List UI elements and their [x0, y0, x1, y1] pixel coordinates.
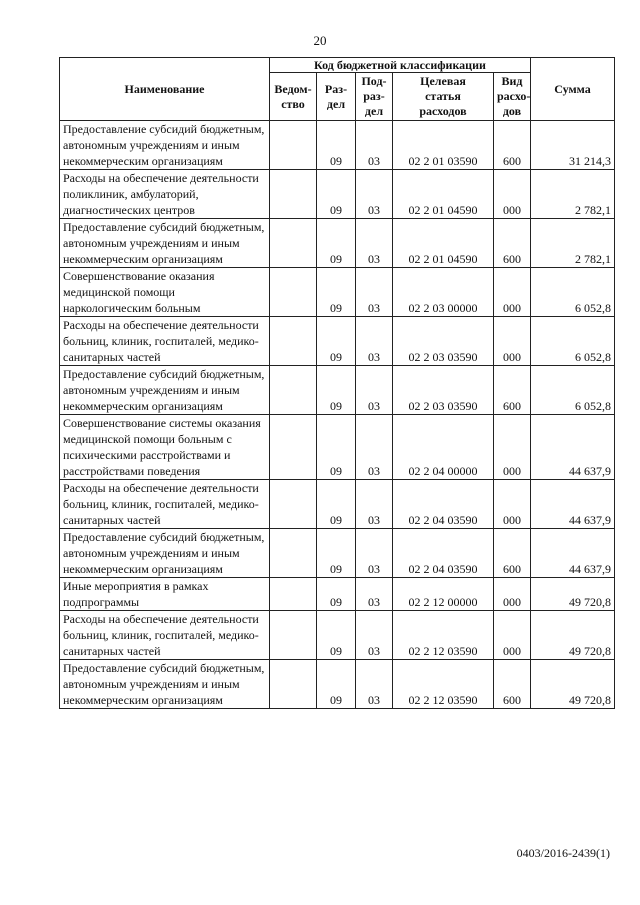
row-vedomstvo	[270, 219, 317, 268]
row-name: Расходы на обеспечение деятельности поликлиник, амбулаторий, диагностических центров	[60, 170, 270, 219]
row-tselevaya: 02 2 01 03590	[393, 121, 494, 170]
row-vid: 000	[494, 268, 531, 317]
header-razdel-text: Раз- дел	[324, 81, 348, 111]
row-tselevaya: 02 2 04 03590	[393, 529, 494, 578]
header-code-group: Код бюджетной классификации	[270, 58, 531, 73]
row-vid: 000	[494, 480, 531, 529]
document-code: 0403/2016-2439(1)	[516, 846, 610, 860]
row-vedomstvo	[270, 529, 317, 578]
row-name: Расходы на обеспечение деятельности больниц, клиник, госпиталей, медико-санитарных частей	[60, 317, 270, 366]
row-name: Предоставление субсидий бюджетным, автономным учреждениям и иным некоммерческим организациям	[60, 660, 270, 709]
table-row	[60, 219, 615, 268]
row-razdel: 09	[317, 268, 356, 317]
row-name: Предоставление субсидий бюджетным, автономным учреждениям и иным некоммерческим организациям	[60, 366, 270, 415]
row-podrazdel: 03	[356, 660, 393, 709]
header-vedomstvo-text: Ведом- ство	[274, 81, 312, 111]
row-tselevaya: 02 2 04 00000	[393, 415, 494, 480]
row-vedomstvo	[270, 578, 317, 611]
row-razdel: 09	[317, 660, 356, 709]
row-vid: 000	[494, 578, 531, 611]
header-summa: Сумма	[531, 58, 615, 121]
row-podrazdel: 03	[356, 170, 393, 219]
row-vedomstvo	[270, 170, 317, 219]
table-row	[60, 170, 615, 219]
table-row	[60, 611, 615, 660]
row-razdel: 09	[317, 480, 356, 529]
row-summa: 6 052,8	[531, 317, 615, 366]
table-row	[60, 317, 615, 366]
row-vid: 000	[494, 611, 531, 660]
table-row	[60, 268, 615, 317]
row-summa: 2 782,1	[531, 170, 615, 219]
table-row	[60, 578, 615, 611]
row-podrazdel: 03	[356, 529, 393, 578]
row-tselevaya: 02 2 03 00000	[393, 268, 494, 317]
row-name: Совершенствование оказания медицинской помощи наркологическим больным	[60, 268, 270, 317]
table-row	[60, 480, 615, 529]
row-summa: 6 052,8	[531, 366, 615, 415]
row-vid: 000	[494, 415, 531, 480]
row-summa: 49 720,8	[531, 660, 615, 709]
row-razdel: 09	[317, 529, 356, 578]
row-name: Предоставление субсидий бюджетным, автономным учреждениям и иным некоммерческим организациям	[60, 121, 270, 170]
row-razdel: 09	[317, 611, 356, 660]
row-summa: 44 637,9	[531, 415, 615, 480]
row-tselevaya: 02 2 03 03590	[393, 366, 494, 415]
header-vedomstvo	[270, 73, 317, 121]
row-podrazdel: 03	[356, 611, 393, 660]
row-podrazdel: 03	[356, 121, 393, 170]
row-razdel: 09	[317, 121, 356, 170]
table-body	[60, 121, 615, 709]
row-vedomstvo	[270, 660, 317, 709]
row-razdel: 09	[317, 366, 356, 415]
row-podrazdel: 03	[356, 415, 393, 480]
header-name: Наименование	[60, 58, 270, 121]
header-vid	[494, 73, 531, 121]
row-vid: 600	[494, 660, 531, 709]
row-summa: 31 214,3	[531, 121, 615, 170]
header-podrazdel	[356, 73, 393, 121]
row-vedomstvo	[270, 268, 317, 317]
row-razdel: 09	[317, 415, 356, 480]
row-name: Совершенствование системы оказания медицинской помощи больным с психическими расстройствами и расстройствами поведения	[60, 415, 270, 480]
header-tselevaya-text: Целевая статья расходов	[419, 74, 467, 118]
row-name: Иные мероприятия в рамках подпрограммы	[60, 578, 270, 611]
row-vid: 600	[494, 529, 531, 578]
page-number: 20	[313, 33, 327, 48]
row-vid: 600	[494, 366, 531, 415]
table-row	[60, 121, 615, 170]
header-podrazdel-text: Под- раз- дел	[361, 74, 387, 118]
row-vid: 600	[494, 121, 531, 170]
row-vid: 000	[494, 317, 531, 366]
row-tselevaya: 02 2 12 03590	[393, 611, 494, 660]
row-tselevaya: 02 2 01 04590	[393, 219, 494, 268]
table-header	[60, 58, 615, 121]
row-summa: 49 720,8	[531, 578, 615, 611]
row-vedomstvo	[270, 415, 317, 480]
row-summa: 6 052,8	[531, 268, 615, 317]
budget-table	[59, 57, 615, 709]
row-razdel: 09	[317, 170, 356, 219]
row-summa: 44 637,9	[531, 529, 615, 578]
row-tselevaya: 02 2 03 03590	[393, 317, 494, 366]
row-podrazdel: 03	[356, 219, 393, 268]
row-tselevaya: 02 2 01 04590	[393, 170, 494, 219]
row-vid: 000	[494, 170, 531, 219]
header-tselevaya	[393, 73, 494, 121]
row-tselevaya: 02 2 04 03590	[393, 480, 494, 529]
row-podrazdel: 03	[356, 480, 393, 529]
row-name: Предоставление субсидий бюджетным, автономным учреждениям и иным некоммерческим организациям	[60, 529, 270, 578]
row-name: Расходы на обеспечение деятельности больниц, клиник, госпиталей, медико-санитарных частей	[60, 480, 270, 529]
row-vid: 600	[494, 219, 531, 268]
row-podrazdel: 03	[356, 366, 393, 415]
row-podrazdel: 03	[356, 317, 393, 366]
row-summa: 44 637,9	[531, 480, 615, 529]
table-row	[60, 366, 615, 415]
row-razdel: 09	[317, 317, 356, 366]
header-vid-text: Вид расхо- дов	[497, 74, 531, 118]
row-tselevaya: 02 2 12 00000	[393, 578, 494, 611]
row-vedomstvo	[270, 480, 317, 529]
row-summa: 2 782,1	[531, 219, 615, 268]
row-podrazdel: 03	[356, 578, 393, 611]
row-vedomstvo	[270, 317, 317, 366]
row-name: Предоставление субсидий бюджетным, автономным учреждениям и иным некоммерческим организациям	[60, 219, 270, 268]
row-razdel: 09	[317, 578, 356, 611]
row-vedomstvo	[270, 366, 317, 415]
row-summa: 49 720,8	[531, 611, 615, 660]
row-razdel: 09	[317, 219, 356, 268]
table-row	[60, 660, 615, 709]
table-row	[60, 529, 615, 578]
row-vedomstvo	[270, 121, 317, 170]
row-tselevaya: 02 2 12 03590	[393, 660, 494, 709]
row-vedomstvo	[270, 611, 317, 660]
row-podrazdel: 03	[356, 268, 393, 317]
table-row	[60, 415, 615, 480]
row-name: Расходы на обеспечение деятельности больниц, клиник, госпиталей, медико-санитарных частей	[60, 611, 270, 660]
header-razdel	[317, 73, 356, 121]
